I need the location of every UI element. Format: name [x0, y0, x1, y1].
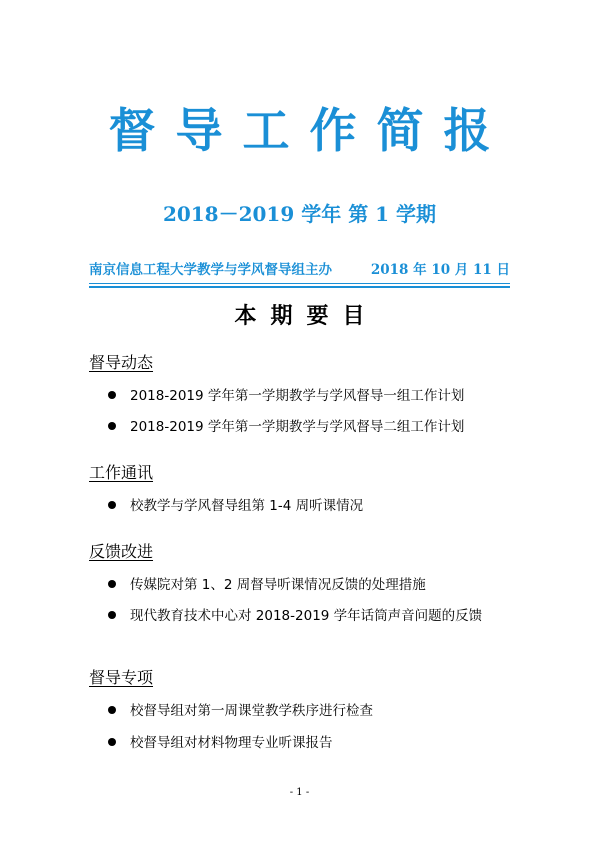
- list-item-text: 校督导组对材料物理专业听课报告: [130, 735, 333, 751]
- header-divider-thin: [89, 283, 510, 284]
- list-item-text: 2018-2019 学年第一学期教学与学风督导二组工作计划: [130, 419, 465, 435]
- list-item-text: 传媒院对第 1、2 周督导听课情况反馈的处理措施: [130, 577, 426, 593]
- list-item: [108, 496, 363, 516]
- bullet-icon: [108, 738, 116, 746]
- list-item: [108, 606, 482, 626]
- list-item: [108, 417, 464, 437]
- bullet-icon: [108, 706, 116, 714]
- contents-heading: 本期要目: [234, 304, 379, 329]
- header-divider-thick: [89, 286, 510, 288]
- issue-date: 2018 年 10 月 11 日: [370, 262, 510, 278]
- bullet-icon: [108, 501, 116, 509]
- bullet-icon: [108, 580, 116, 588]
- list-item-text: 校教学与学风督导组第 1-4 周听课情况: [130, 498, 364, 514]
- section-title-work-newsletter: 工作通讯: [89, 463, 154, 482]
- section-title-supervision-news: 督导动态: [89, 353, 154, 372]
- academic-term: 2018－2019 学年 第 1 学期: [162, 202, 437, 226]
- bullet-icon: [108, 391, 116, 399]
- sponsor-line: 南京信息工程大学教学与学风督导组主办: [89, 262, 332, 278]
- bullet-icon: [108, 611, 116, 619]
- section-title-feedback: 反馈改进: [89, 542, 154, 561]
- list-item: [108, 701, 373, 721]
- list-item: [108, 386, 464, 406]
- bullet-icon: [108, 422, 116, 430]
- list-item-text: 校督导组对第一周课堂教学秩序进行检查: [130, 703, 373, 719]
- section-title-special-supervision: 督导专项: [89, 668, 154, 687]
- list-item-text: 现代教育技术中心对 2018-2019 学年话筒声音问题的反馈: [130, 608, 483, 624]
- list-item: [108, 733, 333, 753]
- list-item-text: 2018-2019 学年第一学期教学与学风督导一组工作计划: [130, 388, 465, 404]
- list-item: [108, 575, 426, 595]
- bulletin-title: 督导工作简报: [108, 104, 511, 159]
- page-number: - 1 -: [289, 787, 310, 798]
